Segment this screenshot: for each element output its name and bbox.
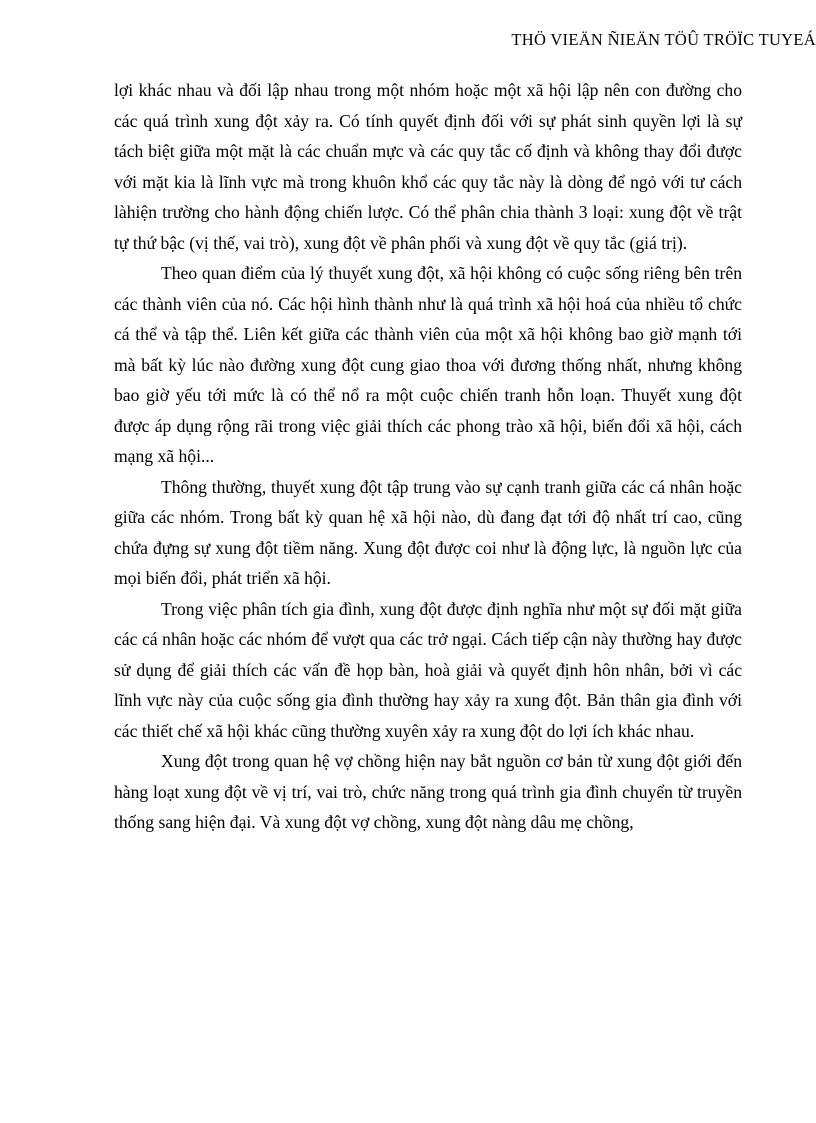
paragraph-family-analysis: Trong việc phân tích gia đình, xung đột được định nghĩa như một sự đối mặt giữa các cá nhân hoặc các nhóm để vượt qua các trở ngại. Cách tiếp cận này thường hay được sử dụng để giải thích các vấn đề họp bàn, hoà giải và quyết định hôn nhân, bởi vì các lĩnh vực này của cuộc sống gia đình thường hay xảy ra xung đột. Bản thân gia đình với các thiết chế xã hội khác cũng thường xuyên xảy ra xung đột do lợi ích khác nhau. (114, 598, 742, 741)
running-header: THÖ VIEÄN ÑIEÄN TÖÛ TRÖÏC TUYEÁ (511, 30, 816, 49)
paragraph-competition: Thông thường, thuyết xung đột tập trung vào sự cạnh tranh giữa các cá nhân hoặc giữa các nhóm. Trong bất kỳ quan hệ xã hội nào, dù đang đạt tới độ nhất trí cao, cũng chứa đựng sự xung đột tiềm năng. Xung đột được coi như là động lực, là nguồn lực của mọi biến đổi, phát triển xã hội. (114, 476, 742, 588)
document-body (114, 75, 742, 838)
paragraph-spousal-conflict: Xung đột trong quan hệ vợ chồng hiện nay bắt nguồn cơ bản từ xung đột giới đến hàng loạt xung đột về vị trí, vai trò, chức năng trong quá trình gia đình chuyển từ truyền thống sang hiện đại. Và xung đột vợ chồng, xung đột nàng dâu mẹ chồng, (114, 751, 742, 832)
paragraph-conflict-theory-view: Theo quan điểm của lý thuyết xung đột, xã hội không có cuộc sống riêng bên trên các thành viên của nó. Các hội hình thành như là quá trình xã hội hoá của nhiều tổ chức cá thể và tập thể. Liên kết giữa các thành viên của một xã hội không bao giờ mạnh tới mà bất kỳ lúc nào đường xung đột cung giao thoa với đương thống nhất, nhưng không bao giờ yếu tới mức là có thể nổ ra một cuộc chiến tranh hỗn loạn. Thuyết xung đột được áp dụng rộng rãi trong việc giải thích các phong trào xã hội, biến đổi xã hội, cách mạng xã hội... (114, 263, 742, 466)
paragraph-continuation: lợi khác nhau và đối lập nhau trong một nhóm hoặc một xã hội lập nên con đường cho các quá trình xung đột xảy ra. Có tính quyết định đối với sự phát sinh quyền lợi là sự tách biệt giữa một mặt là các chuẩn mực và các quy tắc cố định và không thay đổi được với mặt kia là lĩnh vực mà trong khuôn khổ các quy tắc này là dòng để ngỏ với tư cách làhiện trường cho hành động chiến lược. Có thể phân chia thành 3 loại: xung đột về trật tự thứ bậc (vị thế, vai trò), xung đột về phân phối và xung đột về quy tắc (giá trị). (114, 80, 742, 253)
